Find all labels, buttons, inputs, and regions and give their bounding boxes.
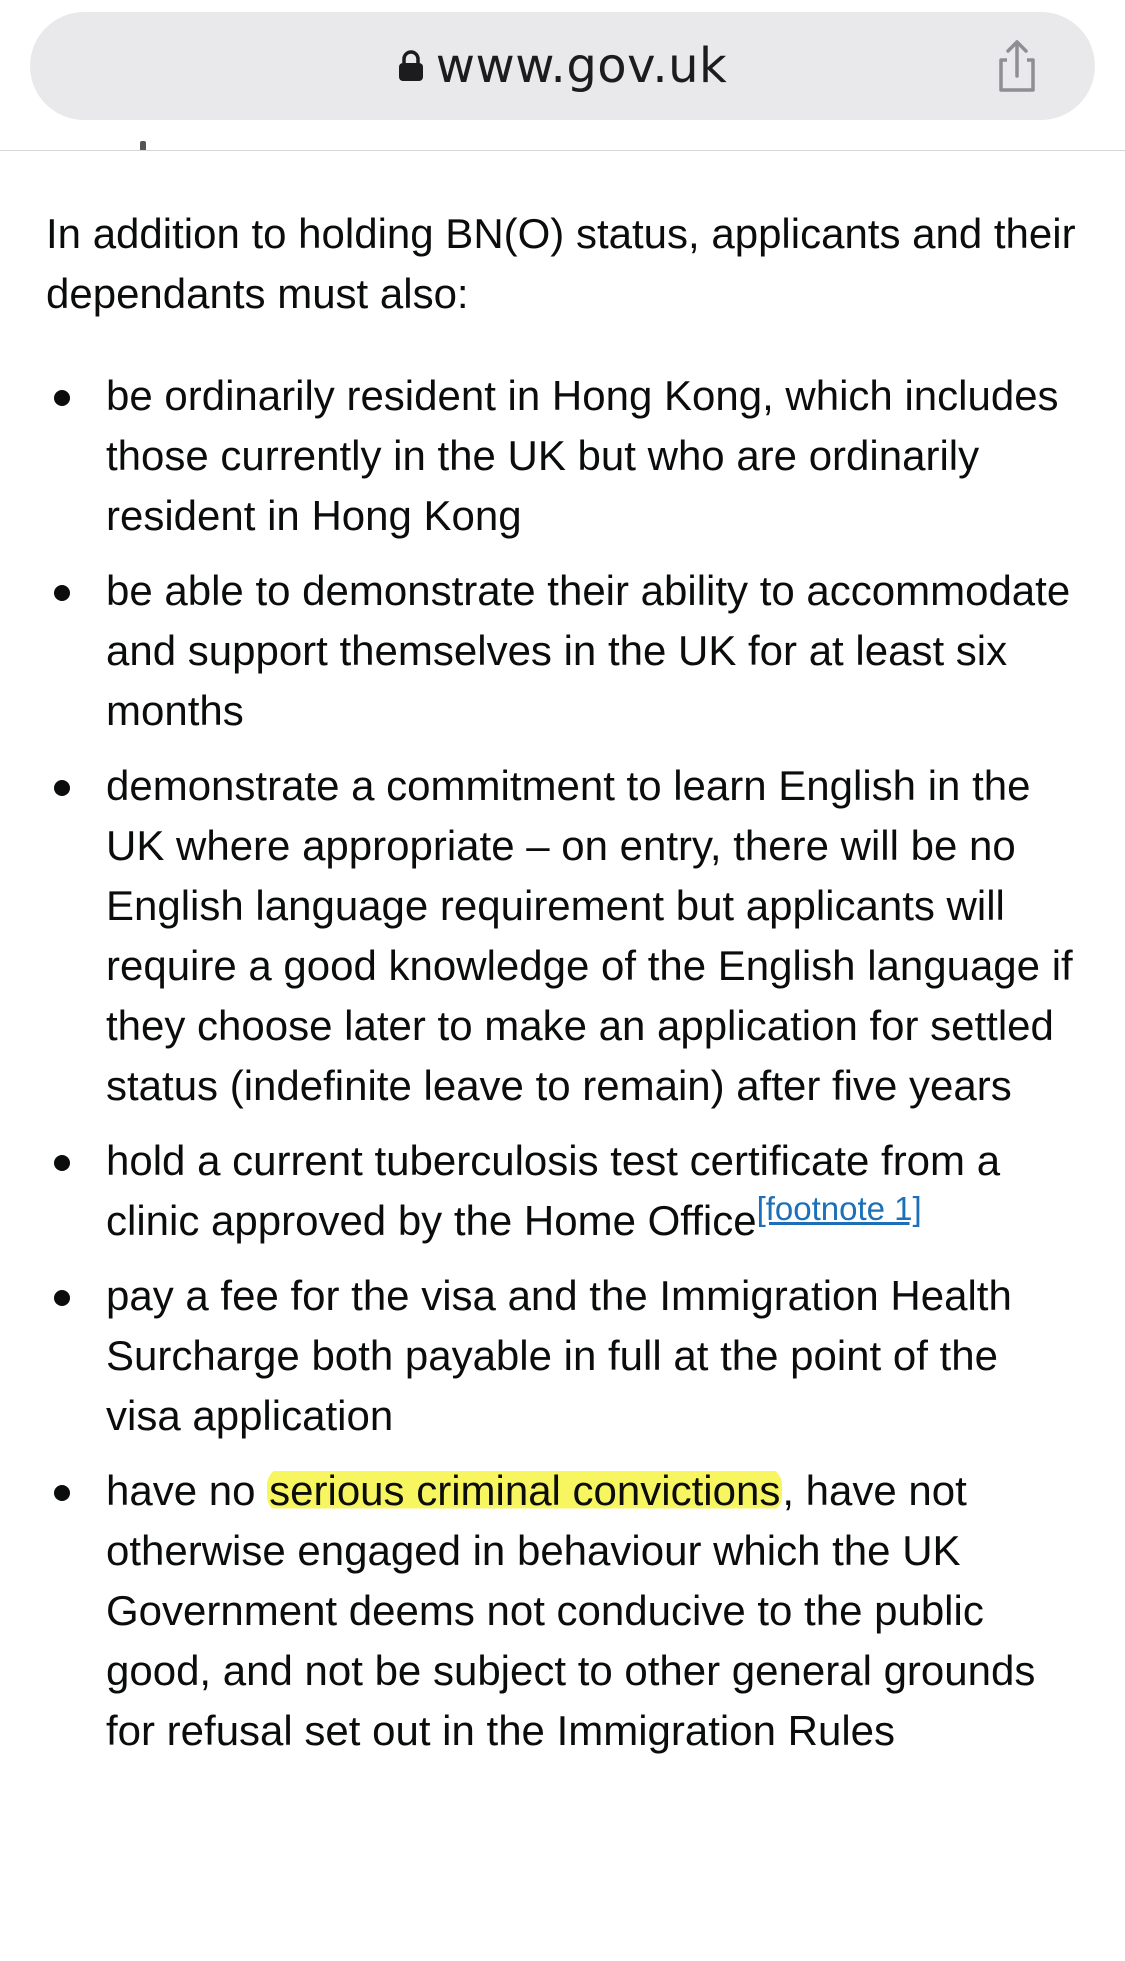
bullet — [54, 390, 70, 406]
list-item — [46, 1461, 1076, 1761]
bullet — [54, 780, 70, 796]
page-content — [46, 204, 1076, 1776]
bullet — [54, 1485, 70, 1501]
url-display — [30, 12, 1095, 120]
browser-toolbar — [0, 0, 1125, 151]
list-item-text: be able to demonstrate their ability to accommodate and support themselves in the UK for at least six months — [106, 567, 1071, 734]
list-item — [46, 366, 1076, 546]
highlighted-text: serious criminal convictions — [269, 1467, 781, 1514]
bullet — [54, 585, 70, 601]
list-item-text: demonstrate a commitment to learn English in the UK where appropriate – on entry, there will be no English language requirement but applicants will require a good knowledge of the English language if they choose later to make an application for settled status (indefinite leave to remain) after five years — [106, 762, 1073, 1109]
list-item-text: pay a fee for the visa and the Immigration Health Surcharge both payable in full at the point of the visa application — [106, 1272, 1012, 1439]
list-item — [46, 1266, 1076, 1446]
list-item — [46, 756, 1076, 1116]
clipped-text-line — [140, 138, 740, 150]
requirements-list — [46, 366, 1076, 1761]
url-text: www.gov.uk — [435, 38, 728, 94]
bullet — [54, 1290, 70, 1306]
list-item-text: be ordinarily resident in Hong Kong, which includes those currently in the UK but who are ordinarily resident in Hong Kong — [106, 372, 1059, 539]
list-item-text: hold a current tuberculosis test certificate from a clinic approved by the Home Office — [106, 1137, 1001, 1244]
intro-paragraph: In addition to holding BN(O) status, applicants and their dependants must also: — [46, 210, 1076, 317]
list-item — [46, 1131, 1076, 1251]
footnote-link[interactable]: [footnote 1] — [756, 1190, 922, 1227]
list-item-text-before: have no — [106, 1467, 268, 1514]
share-icon[interactable] — [987, 36, 1047, 96]
list-item-text-after: , have not otherwise engaged in behaviour which the UK Government deems not conducive to the public good, and not be subject to other general grounds for refusal set out in the Immigration Rules — [106, 1467, 1036, 1754]
lock-icon — [398, 50, 424, 82]
bullet — [54, 1155, 70, 1171]
address-bar[interactable] — [30, 12, 1095, 120]
list-item — [46, 561, 1076, 741]
